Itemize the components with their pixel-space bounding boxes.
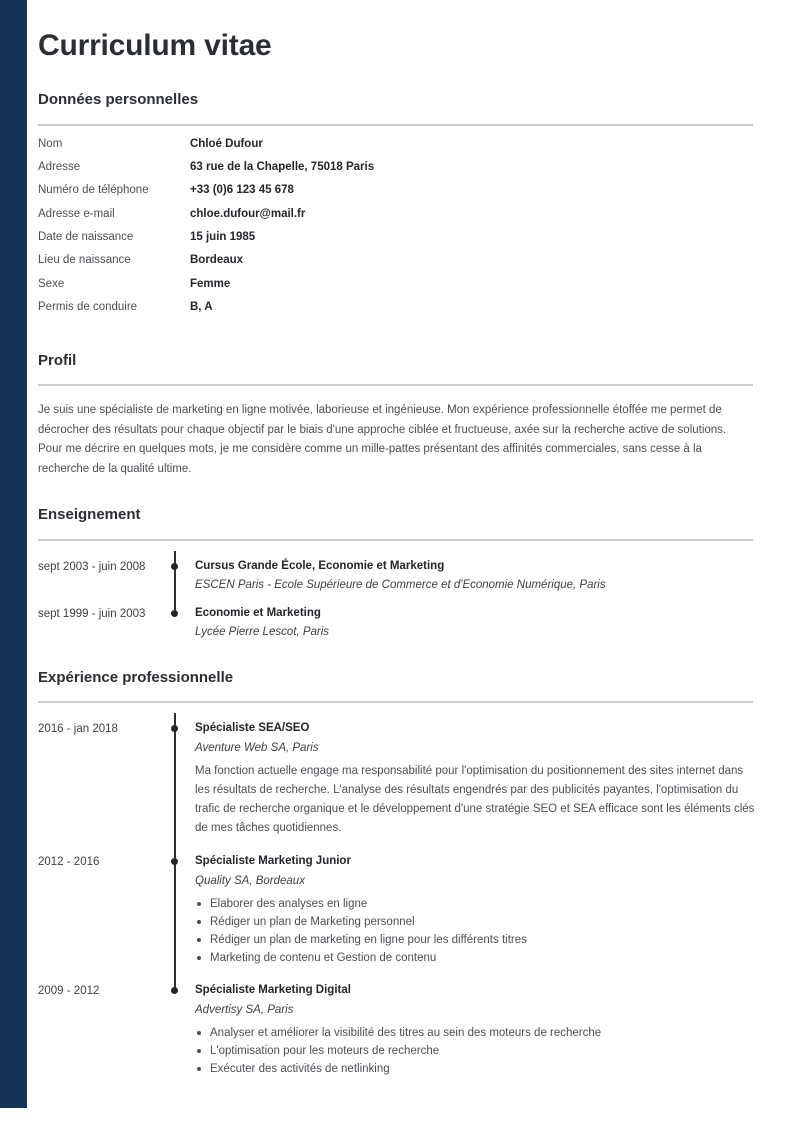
timeline-description: Ma fonction actuelle engage ma responsabilité pour l'optimisation du positionnement des sites internet dans les résultats de recherche. L'analyse des résultats engendrés par des publicités payantes, l'optimisation du trafic de recherche organique et le développement d'une stratégie SEO et SEA efficace sont les éléments clés de mes tâches quotidiennes. — [195, 765, 755, 835]
personal-data-label: Numéro de téléphone — [38, 184, 149, 197]
page-title: Curriculum vitae — [38, 29, 272, 62]
timeline-date: 2012 - 2016 — [38, 856, 100, 869]
profile-text: Je suis une spécialiste de marketing en ligne motivée, laborieuse et ingénieuse. Mon expérience professionnelle étoffée me permet de décrocher des résultats pour chaque objectif par le biais d'une approche ciblée et fructueuse, axée sur la recherche active de solutions. Pour me décrire en quelques mots, je me considère comme un mille-pattes présentant des affinités commerciales, sans cesse à la recherche de la qualité ultime. — [38, 404, 727, 475]
timeline-date: sept 1999 - juin 2003 — [38, 607, 146, 620]
timeline-date: sept 2003 - juin 2008 — [38, 560, 146, 573]
personal-data-value: B, A — [190, 301, 213, 314]
timeline-entry-body — [174, 721, 755, 838]
personal-data-row — [38, 253, 753, 276]
timeline-entry-body — [174, 606, 753, 641]
timeline-organisation: Quality SA, Bordeaux — [195, 874, 305, 887]
timeline-entry-body — [174, 983, 753, 1078]
timeline-bullet-item: Elaborer des analyses en ligne — [195, 895, 753, 913]
personal-data-label: Sexe — [38, 277, 65, 290]
section-divider — [38, 124, 753, 126]
personal-data-label: Adresse — [38, 160, 81, 173]
timeline-bullet-item: Rédiger un plan de Marketing personnel — [195, 913, 753, 931]
personal-data-label: Lieu de naissance — [38, 254, 131, 267]
timeline-dot-icon — [171, 563, 178, 570]
personal-data-value: 15 juin 1985 — [190, 231, 256, 243]
personal-data-label: Date de naissance — [38, 231, 134, 243]
personal-data-rows — [38, 137, 753, 324]
personal-data-value: +33 (0)6 123 45 678 — [190, 184, 294, 197]
personal-data-row — [38, 207, 753, 230]
personal-data-table — [38, 137, 753, 324]
timeline-bullet-item: Rédiger un plan de marketing en ligne pour les différents titres — [195, 931, 753, 949]
timeline-organisation: Advertisy SA, Paris — [195, 1003, 294, 1016]
timeline-entry-body — [174, 854, 753, 967]
section-personal-data — [38, 90, 753, 324]
section-profile — [38, 351, 753, 480]
timeline-organisation: Aventure Web SA, Paris — [195, 741, 319, 754]
personal-data-label: Adresse e-mail — [38, 207, 115, 220]
personal-data-value: chloe.dufour@mail.fr — [190, 207, 306, 220]
personal-data-label: Nom — [38, 137, 63, 150]
timeline-entry — [38, 559, 753, 594]
timeline-entry — [38, 983, 753, 1078]
timeline-date: 2016 - jan 2018 — [38, 723, 118, 736]
timeline-role: Spécialiste SEA/SEO — [195, 722, 310, 735]
personal-data-row — [38, 277, 753, 300]
timeline-bullet-list — [195, 895, 753, 967]
timeline-dot-icon — [171, 610, 178, 617]
personal-data-value: Femme — [190, 277, 231, 290]
section-divider — [38, 539, 753, 541]
section-heading-personal: Données personnelles — [38, 91, 199, 108]
timeline-role: Cursus Grande École, Economie et Marketing — [195, 559, 445, 572]
timeline-entry — [38, 606, 753, 641]
experience-timeline — [38, 721, 753, 1078]
timeline-entry-body — [174, 559, 753, 594]
personal-data-row — [38, 137, 753, 160]
timeline-date: 2009 - 2012 — [38, 985, 100, 998]
timeline-bullet-list — [195, 1024, 753, 1078]
section-education — [38, 505, 753, 641]
section-heading-experience: Expérience professionnelle — [38, 668, 234, 686]
timeline-role: Spécialiste Marketing Digital — [195, 984, 351, 997]
personal-data-row — [38, 230, 753, 253]
education-timeline — [38, 559, 753, 641]
personal-data-row — [38, 300, 753, 323]
personal-data-row — [38, 160, 753, 183]
personal-data-row — [38, 183, 753, 206]
timeline-organisation: Lycée Pierre Lescot, Paris — [195, 626, 330, 639]
timeline-entry — [38, 721, 753, 838]
section-experience — [38, 668, 753, 1079]
timeline-role: Spécialiste Marketing Junior — [195, 855, 351, 868]
timeline-role: Economie et Marketing — [195, 606, 321, 619]
accent-sidebar — [0, 0, 27, 1108]
timeline-bullet-item: Analyser et améliorer la visibilité des titres au sein des moteurs de recherche — [195, 1024, 753, 1042]
timeline-bullet-item: L'optimisation pour les moteurs de recherche — [195, 1042, 753, 1060]
personal-data-value: Bordeaux — [190, 254, 244, 267]
timeline-dot-icon — [171, 725, 178, 732]
section-heading-education: Enseignement — [38, 506, 141, 523]
personal-data-label: Permis de conduire — [38, 301, 138, 314]
timeline-bullet-item: Marketing de contenu et Gestion de contenu — [195, 949, 753, 967]
personal-data-value: 63 rue de la Chapelle, 75018 Paris — [190, 160, 375, 173]
timeline-bullet-item: Exécuter des activités de netlinking — [195, 1060, 753, 1078]
timeline-entry — [38, 854, 753, 967]
timeline-organisation: ESCEN Paris - Ecole Supérieure de Commerce et d'Economie Numérique, Paris — [195, 579, 606, 592]
section-divider — [38, 384, 753, 386]
cv-content — [38, 0, 753, 1078]
section-divider — [38, 701, 753, 703]
section-heading-profile: Profil — [38, 351, 77, 369]
personal-data-value: Chloé Dufour — [190, 137, 263, 150]
